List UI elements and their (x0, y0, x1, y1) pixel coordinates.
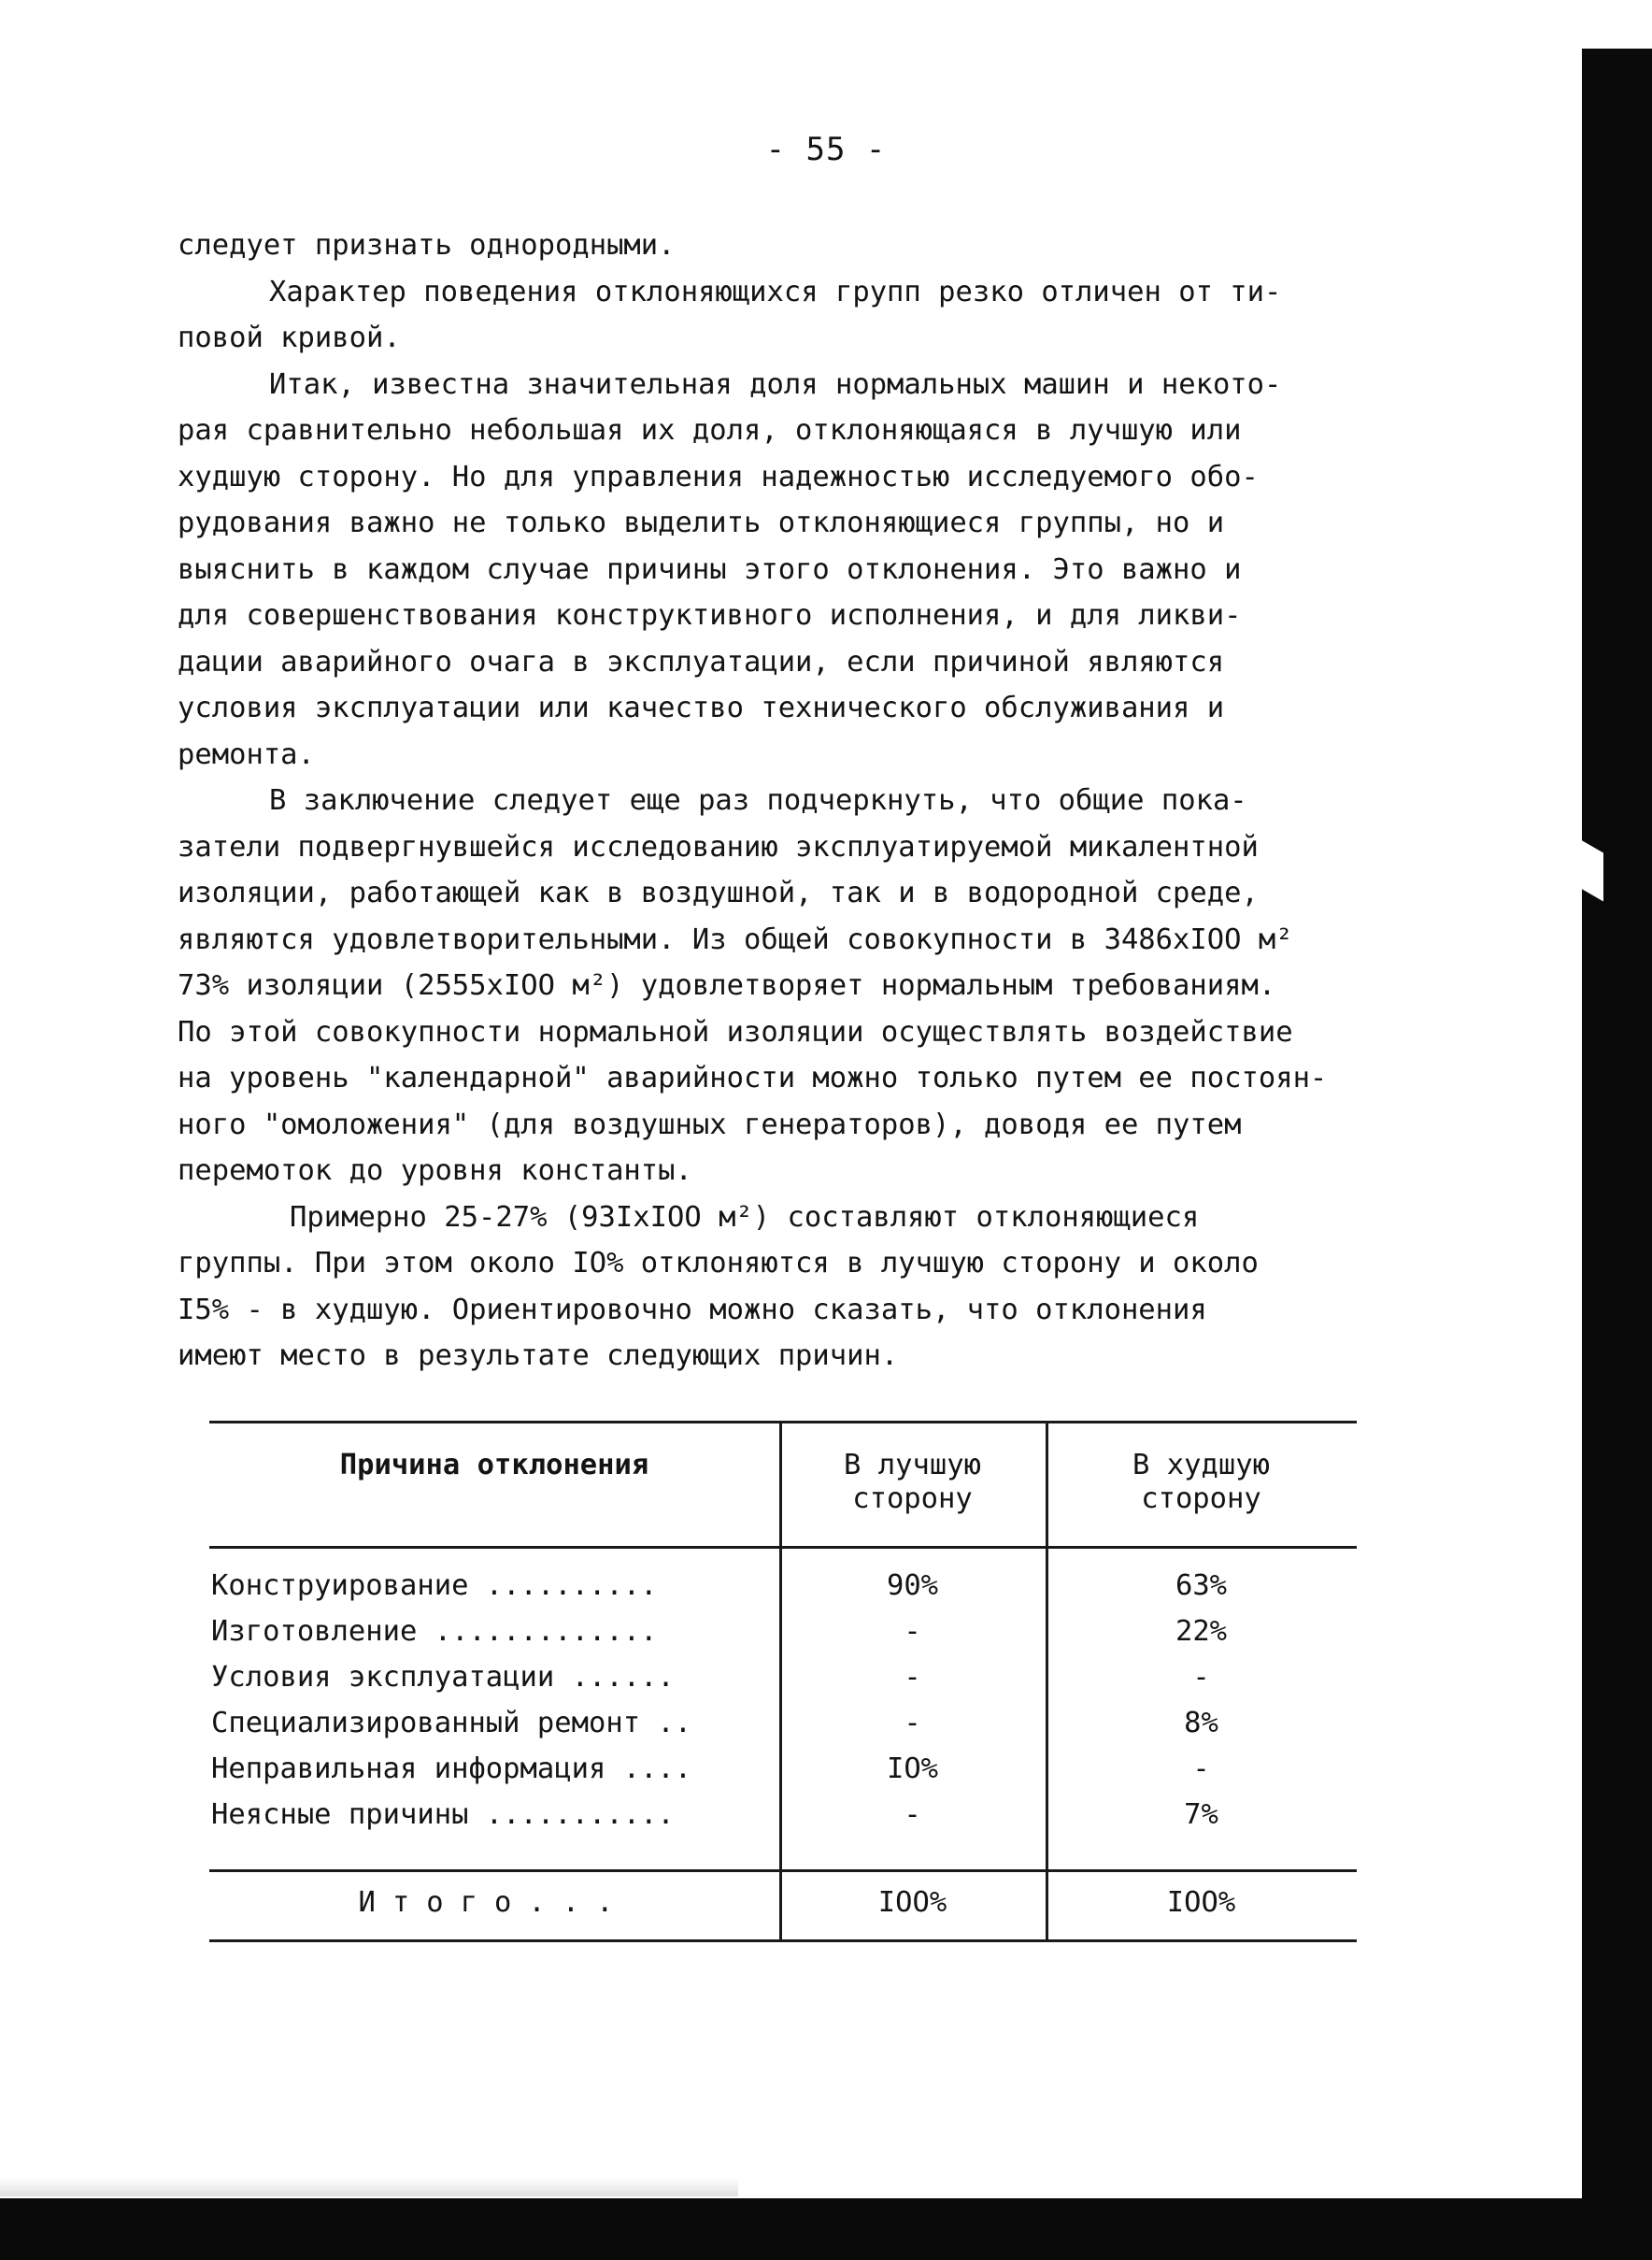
paragraph-line: худшую сторону. Но для управления надежностью исследуемого обо- (178, 460, 1259, 493)
row-better: 90% (886, 1569, 939, 1602)
deviation-table (209, 1421, 1357, 1944)
row-better: - (904, 1798, 921, 1831)
paragraph-line: изоляции, работающей как в воздушной, так и в водородной среде, (178, 877, 1259, 909)
row-worse: - (1192, 1661, 1210, 1694)
table-total-rule (209, 1869, 1357, 1872)
paragraph-line: ремонта. (178, 737, 315, 771)
paragraph-line: Итак, известна значительная доля нормальных машин и некото- (269, 367, 1282, 401)
paragraph-line: Характер поведения отклоняющихся групп резко отличен от ти- (269, 275, 1282, 308)
row-better: IО% (886, 1752, 939, 1785)
row-reason: Неясные причины ........... (211, 1798, 675, 1831)
paragraph-line: Примерно 25-27% (93IхIОО м²) составляют отклоняющиеся (290, 1200, 1200, 1234)
paragraph-line: По этой совокупности нормальной изоляции осуществлять воздействие (178, 1015, 1293, 1049)
total-worse: IОО% (1166, 1886, 1236, 1919)
paragraph-line: для совершенствования конструктивного исполнения, и для ликви- (178, 599, 1242, 632)
header-worse: В худшую сторону (1132, 1449, 1270, 1515)
paragraph-line: имеют место в результате следующих причин. (178, 1339, 899, 1372)
paragraph-line: на уровень "календарной" аварийности можно только путем ее постоян- (178, 1062, 1328, 1094)
paragraph-line: рудования важно не только выделить отклоняющиеся группы, но и (178, 507, 1225, 539)
row-reason: Изготовление ............. (211, 1615, 658, 1648)
paragraph-line: перемоток до уровня константы. (178, 1154, 692, 1187)
row-reason: Специализированный ремонт .. (211, 1707, 692, 1739)
row-worse: - (1192, 1752, 1210, 1785)
paragraph-line: В заключение следует еще раз подчеркнуть, что общие пока- (269, 784, 1247, 817)
scan-edge-bottom (0, 2198, 1652, 2260)
scan-shadow (0, 2178, 738, 2196)
paragraph-line: ного "омоложения" (для воздушных генераторов), доводя ее путем (178, 1108, 1242, 1141)
page-number: - 55 - (765, 131, 887, 168)
paragraph-line: 73% изоляции (2555хIОО м²) удовлетворяет нормальным требованиям. (178, 969, 1276, 1002)
header-better: В лучшую сторону (844, 1449, 981, 1515)
table-bottom-rule (209, 1939, 1357, 1942)
row-worse: 63% (1175, 1569, 1228, 1602)
total-label: Итого... (358, 1886, 631, 1919)
paragraph-line: условия эксплуатации или качество технического обслуживания и (178, 692, 1225, 724)
paragraph-line: выяснить в каждом случае причины этого отклонения. Это важно и (178, 552, 1242, 586)
row-better: - (904, 1661, 921, 1694)
row-reason: Неправильная информация .... (211, 1752, 692, 1785)
table-top-rule (209, 1421, 1357, 1423)
paragraph-line: повой кривой. (178, 322, 401, 354)
header-reason: Причина отклонения (339, 1449, 649, 1481)
paragraph-line: рая сравнительно небольшая их доля, отклоняющаяся в лучшую или (178, 414, 1242, 447)
body-text (178, 222, 1458, 1380)
scan-edge-right (1582, 49, 1652, 2260)
paragraph-line: являются удовлетворительными. Из общей совокупности в 3486хIОО м² (178, 923, 1293, 956)
total-better: IОО% (877, 1886, 947, 1919)
paragraph-line: дации аварийного очага в эксплуатации, если причиной являются (178, 645, 1225, 679)
row-reason: Конструирование .......... (211, 1569, 658, 1602)
row-worse: 7% (1184, 1798, 1218, 1831)
row-better: - (904, 1707, 921, 1739)
row-worse: 22% (1175, 1615, 1228, 1648)
row-better: - (904, 1615, 921, 1648)
row-worse: 8% (1184, 1707, 1218, 1739)
paragraph-line: группы. При этом около IО% отклоняются в лучшую сторону и около (178, 1247, 1259, 1280)
paragraph-line: следует признать однородными. (178, 229, 676, 262)
row-reason: Условия эксплуатации ...... (211, 1661, 675, 1694)
paragraph-line: I5% - в худшую. Ориентировочно можно сказать, что отклонения (178, 1293, 1207, 1326)
paragraph-line: затели подвергнувшейся исследованию эксплуатируемой микалентной (178, 830, 1259, 864)
table-header-rule (209, 1546, 1357, 1549)
